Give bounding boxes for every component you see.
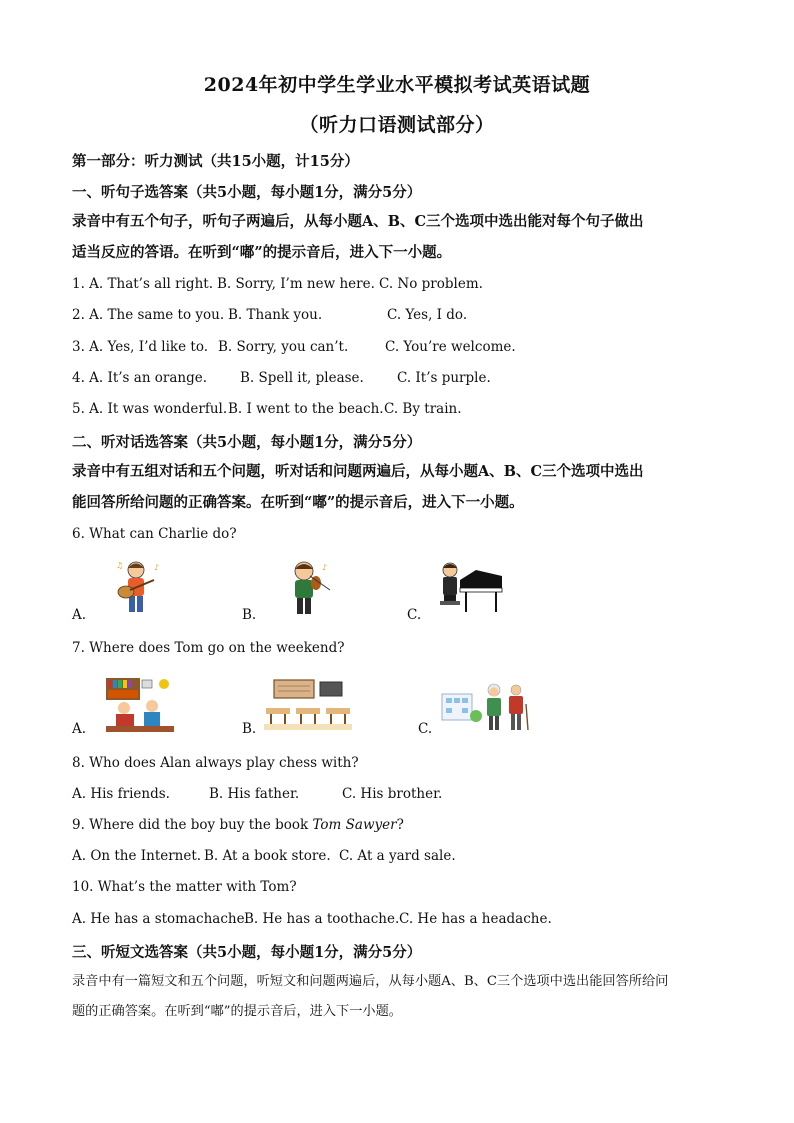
q1-option-c: C. No problem. (379, 276, 483, 292)
q10-option-a: A. He has a stomachache. (72, 911, 249, 927)
instr-line: 题的正确答案。在听到“嘟”的提示音后，进入下一小题。 (72, 1004, 402, 1019)
q3-option-c: C. You’re welcome. (385, 339, 516, 355)
q9-question (72, 817, 404, 833)
q6-label-b: B. (242, 607, 257, 623)
q7-question: 7. Where does Tom go on the weekend? (72, 640, 345, 656)
q8-option-a: A. His friends. (72, 786, 170, 802)
violin-boy-picture (280, 558, 335, 624)
q1-option-a: 1. A. That’s all right. (72, 276, 213, 292)
q6-label-a: A. (72, 607, 87, 623)
q8-option-b: B. His father. (209, 786, 300, 802)
section2-instructions (72, 456, 722, 518)
q2-option-a: 2. A. The same to you. (72, 307, 225, 323)
q4-option-a: 4. A. It’s an orange. (72, 370, 208, 386)
q1-option-b: B. Sorry, I’m new here. (217, 276, 375, 292)
guitar-boy-picture (110, 558, 165, 622)
q8-option-c: C. His brother. (342, 786, 443, 802)
section3-instructions (72, 967, 722, 1027)
q7-label-b: B. (242, 721, 257, 737)
q9-option-c: C. At a yard sale. (339, 848, 456, 864)
svg-text:♫: ♫ (116, 561, 124, 570)
classroom-picture (262, 678, 354, 738)
q6-question: 6. What can Charlie do? (72, 526, 237, 542)
q5-option-a: 5. A. It was wonderful. (72, 401, 228, 417)
q9-text: 9. Where did the boy buy the book (72, 817, 313, 833)
instr-line: 录音中有五个句子，听句子两遍后，从每小题A、B、C三个选项中选出能对每个句子做出 (72, 213, 644, 230)
q8-question: 8. Who does Alan always play chess with? (72, 755, 359, 771)
page-subtitle: （听力口语测试部分） (299, 114, 495, 136)
instr-line: 能回答所给问题的正确答案。在听到“嘟”的提示音后，进入下一小题。 (72, 494, 524, 511)
old-people-home-picture (440, 680, 532, 738)
section2-heading: 二、听对话选答案（共5小题，每小题1分，满分5分） (72, 434, 422, 451)
part-heading: 第一部分：听力测试（共15小题，计15分） (72, 153, 359, 170)
instr-line: 录音中有五组对话和五个问题，听对话和问题两遍后，从每小题A、B、C三个选项中选出 (72, 463, 644, 480)
instr-line: 录音中有一篇短文和五个问题，听短文和问题两遍后，从每小题A、B、C三个选项中选出能回答所给问 (72, 974, 669, 989)
q7-label-a: A. (72, 721, 87, 737)
q5-option-c: C. By train. (384, 401, 462, 417)
q9-option-a: A. On the Internet. (72, 848, 202, 864)
q9-option-b: B. At a book store. (204, 848, 331, 864)
library-picture (104, 674, 176, 738)
section1-instructions (72, 206, 722, 268)
page-title: 2024年初中学生学业水平模拟考试英语试题 (203, 74, 591, 96)
piano-boy-picture (436, 558, 504, 620)
q10-question: 10. What’s the matter with Tom? (72, 879, 297, 895)
section1-heading: 一、听句子选答案（共5小题，每小题1分，满分5分） (72, 184, 422, 201)
q9-mark: ? (396, 817, 404, 833)
q6-label-c: C. (407, 607, 422, 623)
q7-label-c: C. (418, 721, 433, 737)
section3-heading: 三、听短文选答案（共5小题，每小题1分，满分5分） (72, 944, 422, 961)
q4-option-c: C. It’s purple. (397, 370, 491, 386)
instr-line: 适当反应的答语。在听到“嘟”的提示音后，进入下一小题。 (72, 244, 452, 261)
q5-option-b: B. I went to the beach. (228, 401, 384, 417)
q9-book-title: Tom Sawyer (312, 817, 397, 833)
svg-text:♪: ♪ (322, 563, 328, 572)
svg-text:♪: ♪ (154, 563, 160, 572)
q2-option-b: B. Thank you. (228, 307, 323, 323)
q10-option-b: B. He has a toothache. (244, 911, 400, 927)
q2-option-c: C. Yes, I do. (387, 307, 468, 323)
q10-option-c: C. He has a headache. (399, 911, 552, 927)
q3-option-a: 3. A. Yes, I’d like to. (72, 339, 209, 355)
q3-option-b: B. Sorry, you can’t. (218, 339, 349, 355)
q4-option-b: B. Spell it, please. (240, 370, 364, 386)
